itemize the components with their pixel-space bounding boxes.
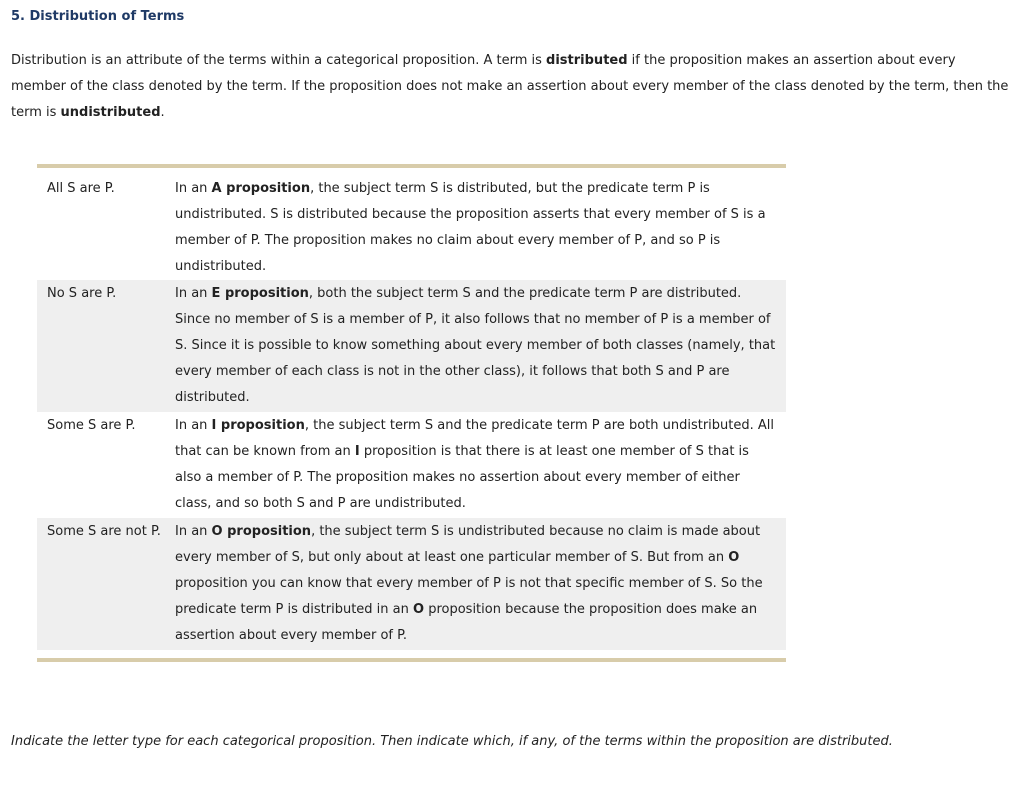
explanation-text: proposition is that there is at least one member of S that is also a member of P. The proposition makes no assertion about every member of either class, and so both S and P are undistributed. <box>175 444 749 511</box>
intro-text-1: Distribution is an attribute of the terms within a categorical proposition. A term is <box>11 53 547 68</box>
explanation-text: In an <box>175 286 212 301</box>
proposition-keyword: I proposition <box>211 418 305 433</box>
explanation-text: In an <box>175 181 212 196</box>
section-title: 5. Distribution of Terms <box>11 9 185 24</box>
explanation-text: In an <box>175 524 212 539</box>
proposition-form: No S are P. <box>47 286 117 301</box>
proposition-keyword: E proposition <box>211 286 309 301</box>
table-row-a <box>37 168 786 280</box>
intro-paragraph <box>11 48 1011 126</box>
proposition-form: All S are P. <box>47 181 115 196</box>
proposition-keyword: O <box>413 602 425 617</box>
intro-term-undistributed: undistributed <box>60 105 161 120</box>
proposition-explanation <box>175 413 786 518</box>
explanation-text: proposition because the proposition does make an assertion about every member of P. <box>175 602 758 643</box>
intro-text-2: if the proposition makes an assertion about every member of the class denoted by the term. If the proposition does not make an assertion about every member of the class denoted by the term, then the term is <box>11 53 1009 120</box>
explanation-text: proposition you can know that every member of P is not that specific member of S. So the predicate term P is distributed in an <box>175 576 763 617</box>
proposition-explanation <box>175 176 786 280</box>
table-row-o <box>37 518 786 650</box>
instruction-text: Indicate the letter type for each categorical proposition. Then indicate which, if any, of the terms within the proposition are distributed. <box>11 734 893 749</box>
proposition-form: Some S are not P. <box>47 524 161 539</box>
explanation-text: In an <box>175 418 212 433</box>
proposition-form: Some S are P. <box>47 418 136 433</box>
explanation-text: , the subject term S and the predicate term P are both undistributed. All that can be known from an <box>175 418 775 459</box>
proposition-keyword: O proposition <box>211 524 312 539</box>
explanation-text: , both the subject term S and the predicate term P are distributed. Since no member of S is a member of P, it also follows that no member of P is a member of S. Since it is possible to know something about every member of both classes (namely, that every member of each class is not in the other class), it follows that both S and P are distributed. <box>175 286 776 405</box>
table-row-e <box>37 280 786 412</box>
explanation-text: , the subject term S is undistributed because no claim is made about every member of S, but only about at least one particular member of S. But from an <box>175 524 761 565</box>
proposition-explanation <box>175 281 786 412</box>
proposition-keyword: I <box>354 444 360 459</box>
proposition-keyword: O <box>728 550 740 565</box>
intro-text-3: . <box>160 105 165 120</box>
explanation-text: , the subject term S is distributed, but the predicate term P is undistributed. S is distributed because the proposition asserts that every member of S is a member of P. The proposition makes no claim about every member of P, and so P is undistributed. <box>175 181 766 274</box>
table-bottom-rule <box>37 658 786 662</box>
distribution-table <box>37 164 786 662</box>
intro-term-distributed: distributed <box>546 53 628 68</box>
table-row-i <box>37 412 786 518</box>
proposition-keyword: A proposition <box>211 181 311 196</box>
proposition-explanation <box>175 519 786 650</box>
